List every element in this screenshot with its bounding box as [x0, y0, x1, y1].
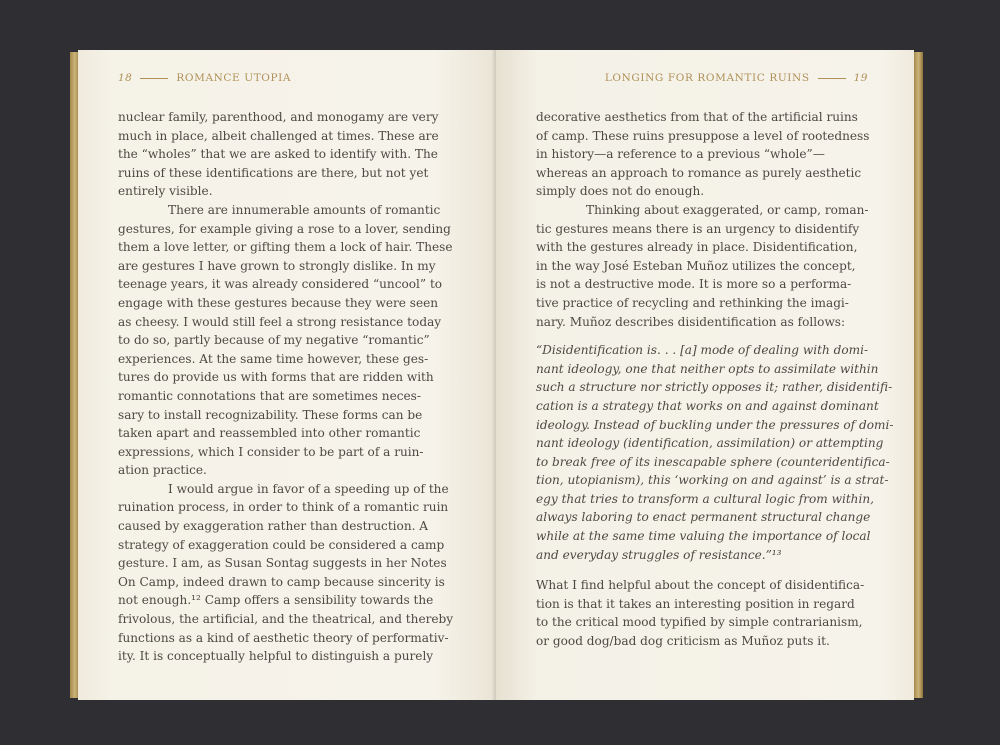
- text-line: frivolous, the artificial, and the theatrical, and thereby: [118, 612, 454, 627]
- text-line: strategy of exaggeration could be considered a camp: [118, 537, 445, 552]
- text-line: to do so, partly because of my negative “romantic”: [118, 333, 430, 348]
- text-line: gesture. I am, as Susan Sontag suggests in her Notes: [118, 556, 447, 571]
- text-line: What I find helpful about the concept of disidentifica-: [536, 578, 865, 593]
- text-line: “Disidentification is. . . [a] mode of dealing with domi-: [536, 343, 869, 358]
- text-line: There are innumerable amounts of romantic: [168, 202, 441, 217]
- text-line: while at the same time valuing the importance of local: [536, 529, 871, 544]
- text-line: not enough.¹² Camp offers a sensibility towards the: [118, 593, 434, 608]
- text-line: ruins of these identifications are there, but not yet: [118, 165, 429, 180]
- text-line: to break free of its inescapable sphere (counteridentifica-: [536, 454, 890, 469]
- left-running-title: ROMANCE UTOPIA: [176, 72, 292, 84]
- block-quote: [536, 341, 894, 564]
- text-line: functions as a kind of aesthetic theory of performativ-: [118, 630, 449, 645]
- text-line: tures do provide us with forms that are ridden with: [118, 370, 434, 385]
- text-line: Thinking about exaggerated, or camp, roman-: [586, 202, 869, 217]
- text-line: ruination process, in order to think of a romantic ruin: [118, 500, 449, 515]
- text-line: taken apart and reassembled into other romantic: [118, 426, 421, 441]
- text-line: ation practice.: [118, 463, 207, 478]
- text-line: I would argue in favor of a speeding up of the: [168, 481, 449, 496]
- text-line: decorative aesthetics from that of the artificial ruins: [536, 110, 858, 124]
- left-body-text: [118, 108, 464, 666]
- right-paragraphs-top: [536, 108, 872, 331]
- text-line: expressions, which I consider to be part of a ruin-: [118, 444, 424, 459]
- open-book: [72, 50, 924, 700]
- right-paragraph-bottom: [536, 576, 872, 650]
- right-page: [496, 50, 914, 700]
- text-line: are gestures I have grown to strongly dislike. In my: [118, 258, 436, 273]
- text-line: nant ideology (identification, assimilation) or attempting: [536, 436, 884, 451]
- text-line: in history—a reference to a previous “whole”—: [536, 147, 825, 162]
- text-line: or good dog/bad dog criticism as Muñoz puts it.: [536, 634, 830, 649]
- text-line: as cheesy. I would still feel a strong resistance today: [118, 314, 442, 329]
- text-line: much in place, albeit challenged at times. These are: [118, 128, 439, 143]
- text-line: teenage years, it was already considered “uncool” to: [118, 277, 443, 292]
- text-line: entirely visible.: [118, 184, 213, 199]
- text-line: tive practice of recycling and rethinking the imagi-: [536, 295, 849, 310]
- text-line: sary to install recognizability. These forms can be: [118, 407, 423, 422]
- text-line: simply does not do enough.: [536, 184, 705, 199]
- text-line: nary. Muñoz describes disidentification as follows:: [536, 314, 846, 329]
- right-running-head: [605, 72, 868, 84]
- text-line: the “wholes” that we are asked to identify with. The: [118, 147, 438, 162]
- text-line: experiences. At the same time however, these ges-: [118, 351, 429, 366]
- text-line: to the critical mood typified by simple contrarianism,: [536, 615, 863, 630]
- text-line: caused by exaggeration rather than destruction. A: [118, 519, 429, 534]
- text-line: On Camp, indeed drawn to camp because sincerity is: [118, 574, 445, 589]
- text-line: in the way José Esteban Muñoz utilizes the concept,: [536, 258, 856, 273]
- text-line: romantic connotations that are sometimes neces-: [118, 388, 421, 403]
- right-page-number: 19: [853, 72, 868, 84]
- text-line: with the gestures already in place. Disidentification,: [536, 240, 858, 255]
- text-line: such a structure nor strictly opposes it; rather, disidentifi-: [536, 380, 893, 395]
- text-line: tion is that it takes an interesting position in regard: [536, 596, 855, 611]
- text-line: tion, utopianism), this ‘working on and against’ is a strat-: [536, 473, 889, 488]
- running-head-rule: [818, 78, 846, 79]
- left-page-number: 18: [118, 72, 133, 84]
- text-line: ity. It is conceptually helpful to distinguish a purely: [118, 649, 434, 664]
- right-running-title: LONGING FOR ROMANTIC RUINS: [604, 72, 810, 84]
- right-body-text: [536, 108, 894, 651]
- text-line: nant ideology, one that neither opts to assimilate within: [536, 361, 879, 376]
- text-line: ideology. Instead of buckling under the pressures of domi-: [536, 417, 894, 432]
- text-line: egy that tries to transform a cultural logic from within,: [536, 491, 874, 506]
- text-line: nuclear family, parenthood, and monogamy are very: [118, 110, 439, 124]
- text-line: is not a destructive mode. It is more so a performa-: [536, 277, 852, 292]
- running-head-rule: [140, 78, 168, 79]
- text-line: engage with these gestures because they were seen: [118, 295, 439, 310]
- text-line: them a love letter, or gifting them a lock of hair. These: [118, 240, 453, 255]
- text-line: cation is a strategy that works on and against dominant: [536, 398, 879, 413]
- text-line: tic gestures means there is an urgency to disidentify: [536, 221, 860, 236]
- left-running-head: [118, 72, 291, 84]
- text-line: always laboring to enact permanent structural change: [536, 510, 871, 525]
- text-line: and everyday struggles of resistance.”¹³: [536, 547, 782, 562]
- text-line: whereas an approach to romance as purely aesthetic: [536, 165, 862, 180]
- left-page: [78, 50, 496, 700]
- text-line: gestures, for example giving a rose to a lover, sending: [118, 221, 451, 236]
- text-line: of camp. These ruins presuppose a level of rootedness: [536, 128, 870, 143]
